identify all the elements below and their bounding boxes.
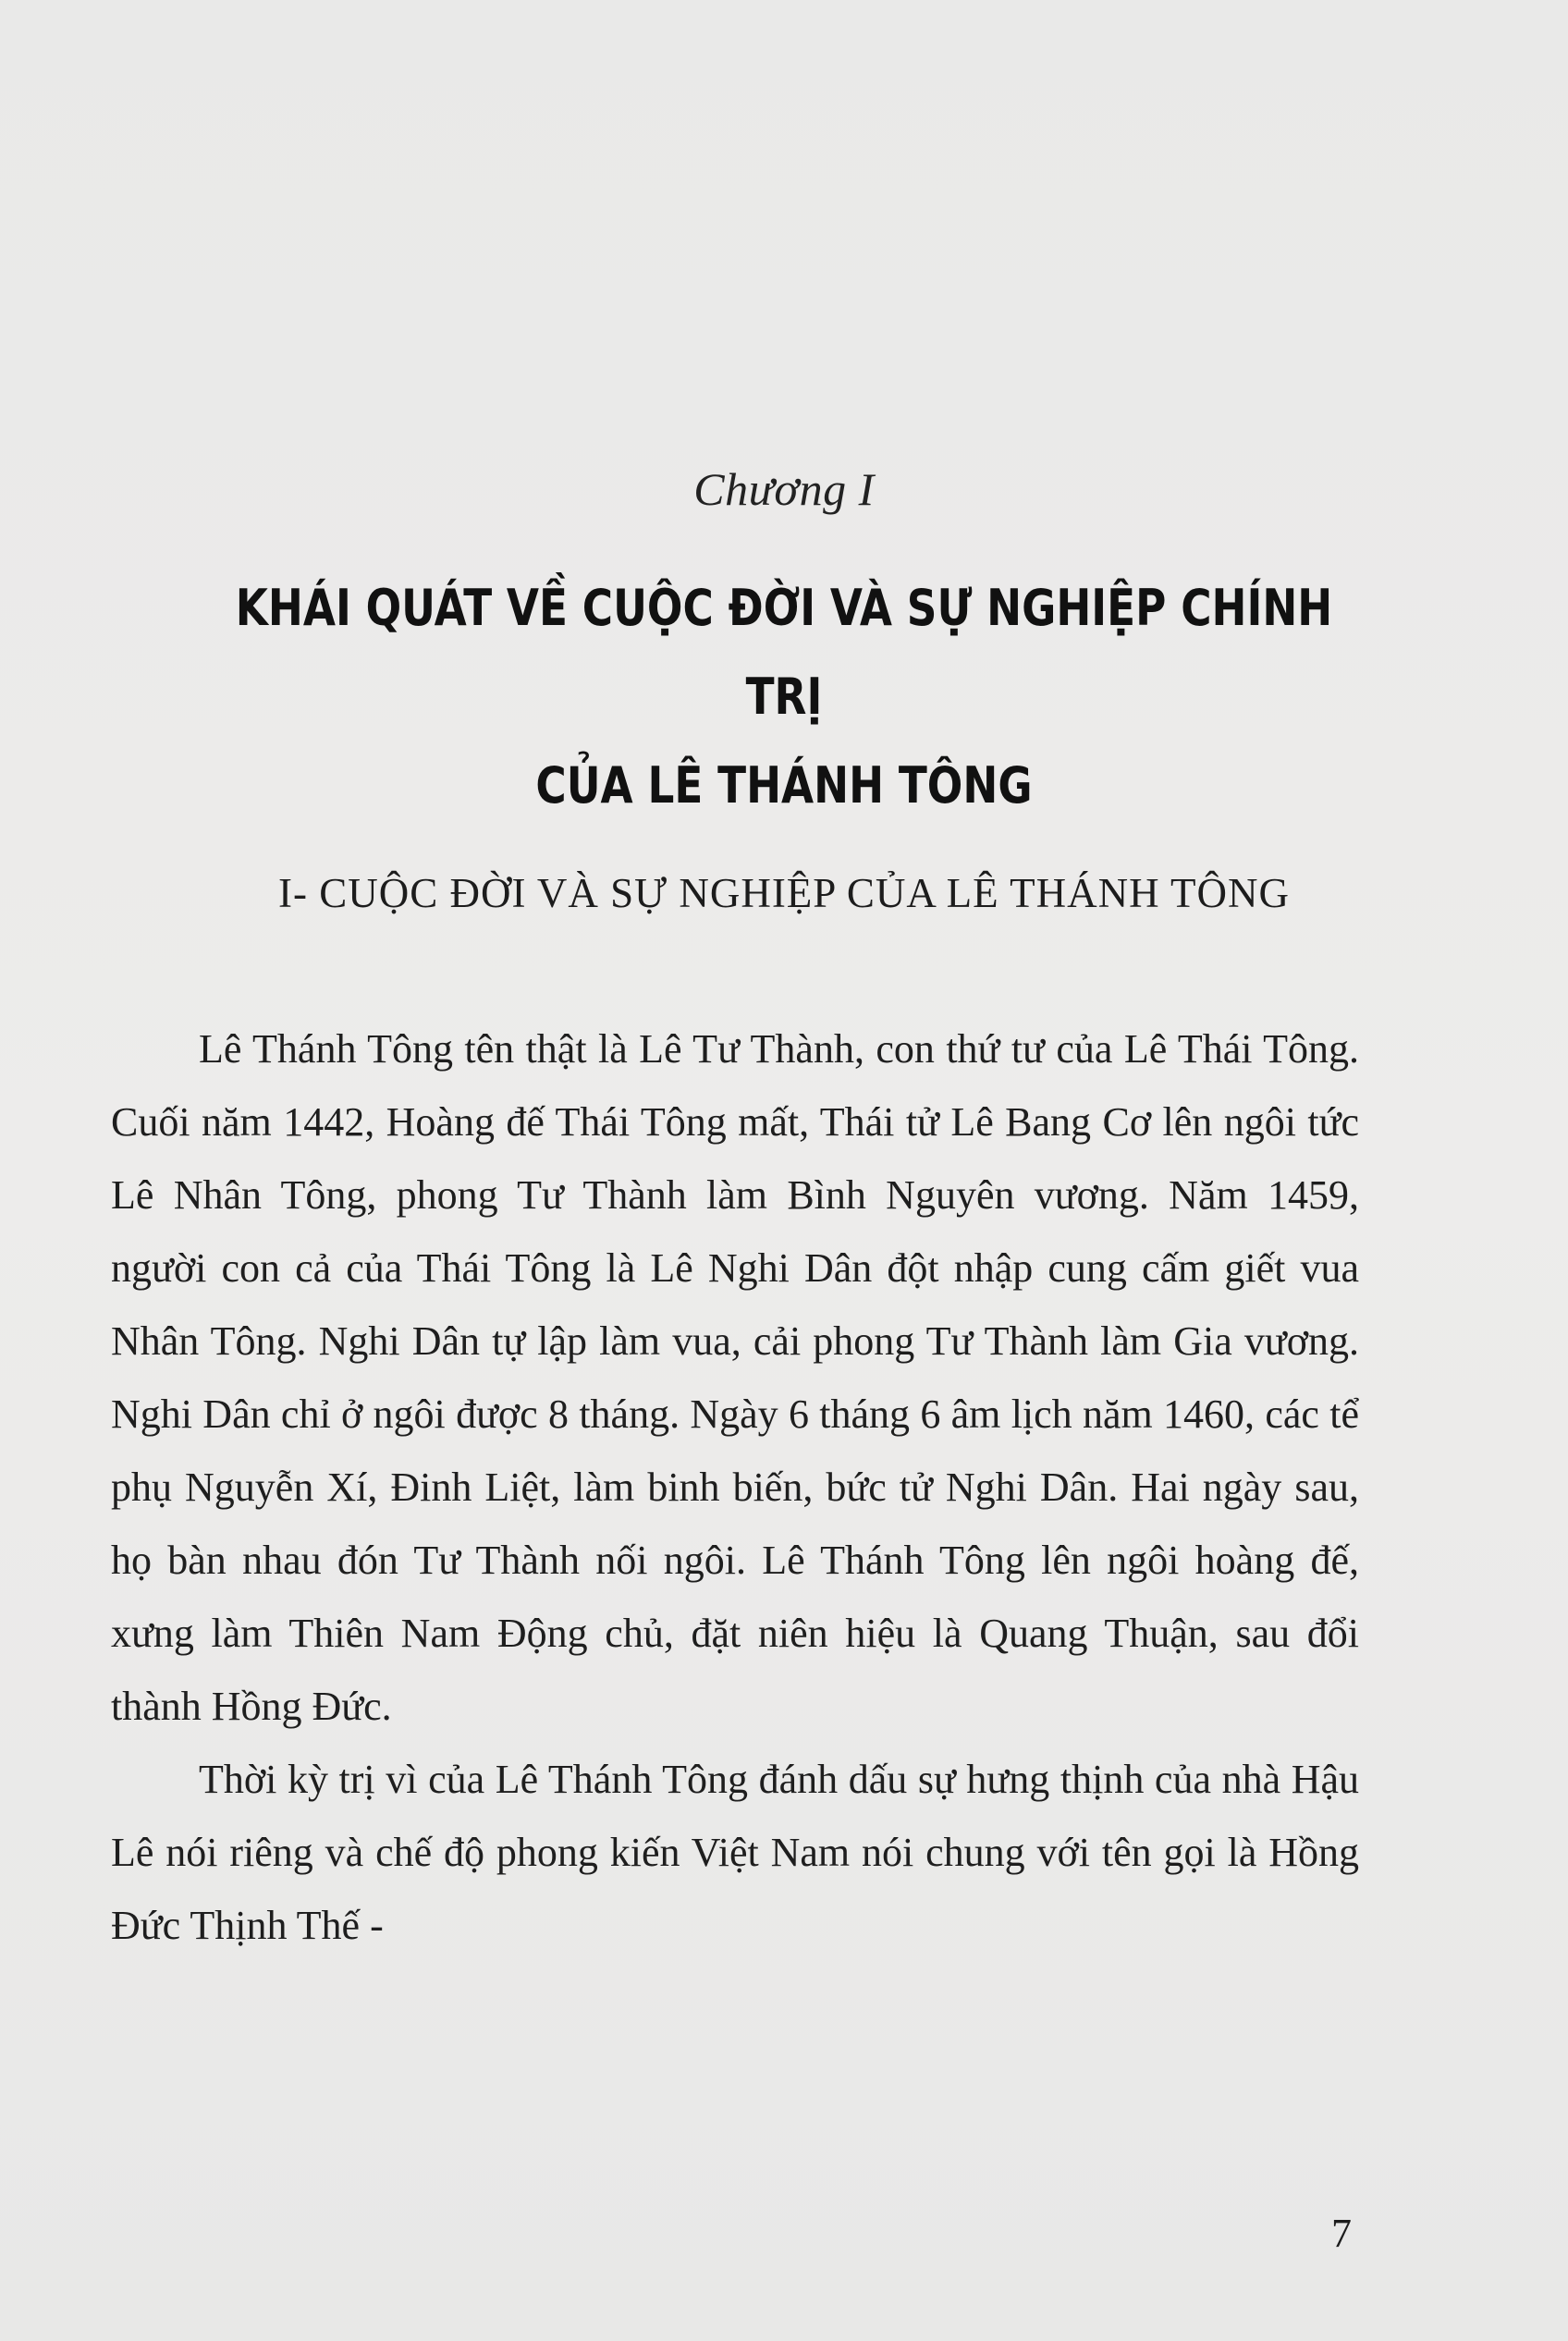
chapter-title-line-1: KHÁI QUÁT VỀ CUỘC ĐỜI VÀ SỰ NGHIỆP CHÍNH TRỊ: [235, 579, 1333, 726]
chapter-label: Chương I: [693, 463, 875, 515]
chapter-title-line-2: CỦA LÊ THÁNH TÔNG: [535, 756, 1033, 815]
paragraph-1: Lê Thánh Tông tên thật là Lê Tư Thành, con thứ tư của Lê Thái Tông. Cuối năm 1442, Hoàng đế Thái Tông mất, Thái tử Lê Bang Cơ lên ngôi tức Lê Nhân Tông, phong Tư Thành làm Bình Nguyên vương. Năm 1459, người con cả của Thái Tông là Lê Nghi Dân đột nhập cung cấm giết vua Nhân Tông. Nghi Dân tự lập làm vua, cải phong Tư Thành làm Gia vương. Nghi Dân chỉ ở ngôi được 8 tháng. Ngày 6 tháng 6 âm lịch năm 1460, các tể phụ Nguyễn Xí, Đinh Liệt, làm binh biến, bức tử Nghi Dân. Hai ngày sau, họ bàn nhau đón Tư Thành nối ngôi. Lê Thánh Tông lên ngôi hoàng đế, xưng làm Thiên Nam Động chủ, đặt niên hiệu là Quang Thuận, sau đổi thành Hồng Đức.: [111, 1026, 1359, 1729]
paragraph-2: Thời kỳ trị vì của Lê Thánh Tông đánh dấu sự hưng thịnh của nhà Hậu Lê nói riêng và chế độ phong kiến Việt Nam nói chung với tên gọi là Hồng Đức Thịnh Thế -: [111, 1757, 1359, 1948]
body-text: [111, 1012, 1359, 1962]
section-heading: I- CUỘC ĐỜI VÀ SỰ NGHIỆP CỦA LÊ THÁNH TÔNG: [277, 870, 1290, 916]
chapter-title: [203, 564, 1366, 830]
page-number: 7: [1331, 2211, 1352, 2256]
